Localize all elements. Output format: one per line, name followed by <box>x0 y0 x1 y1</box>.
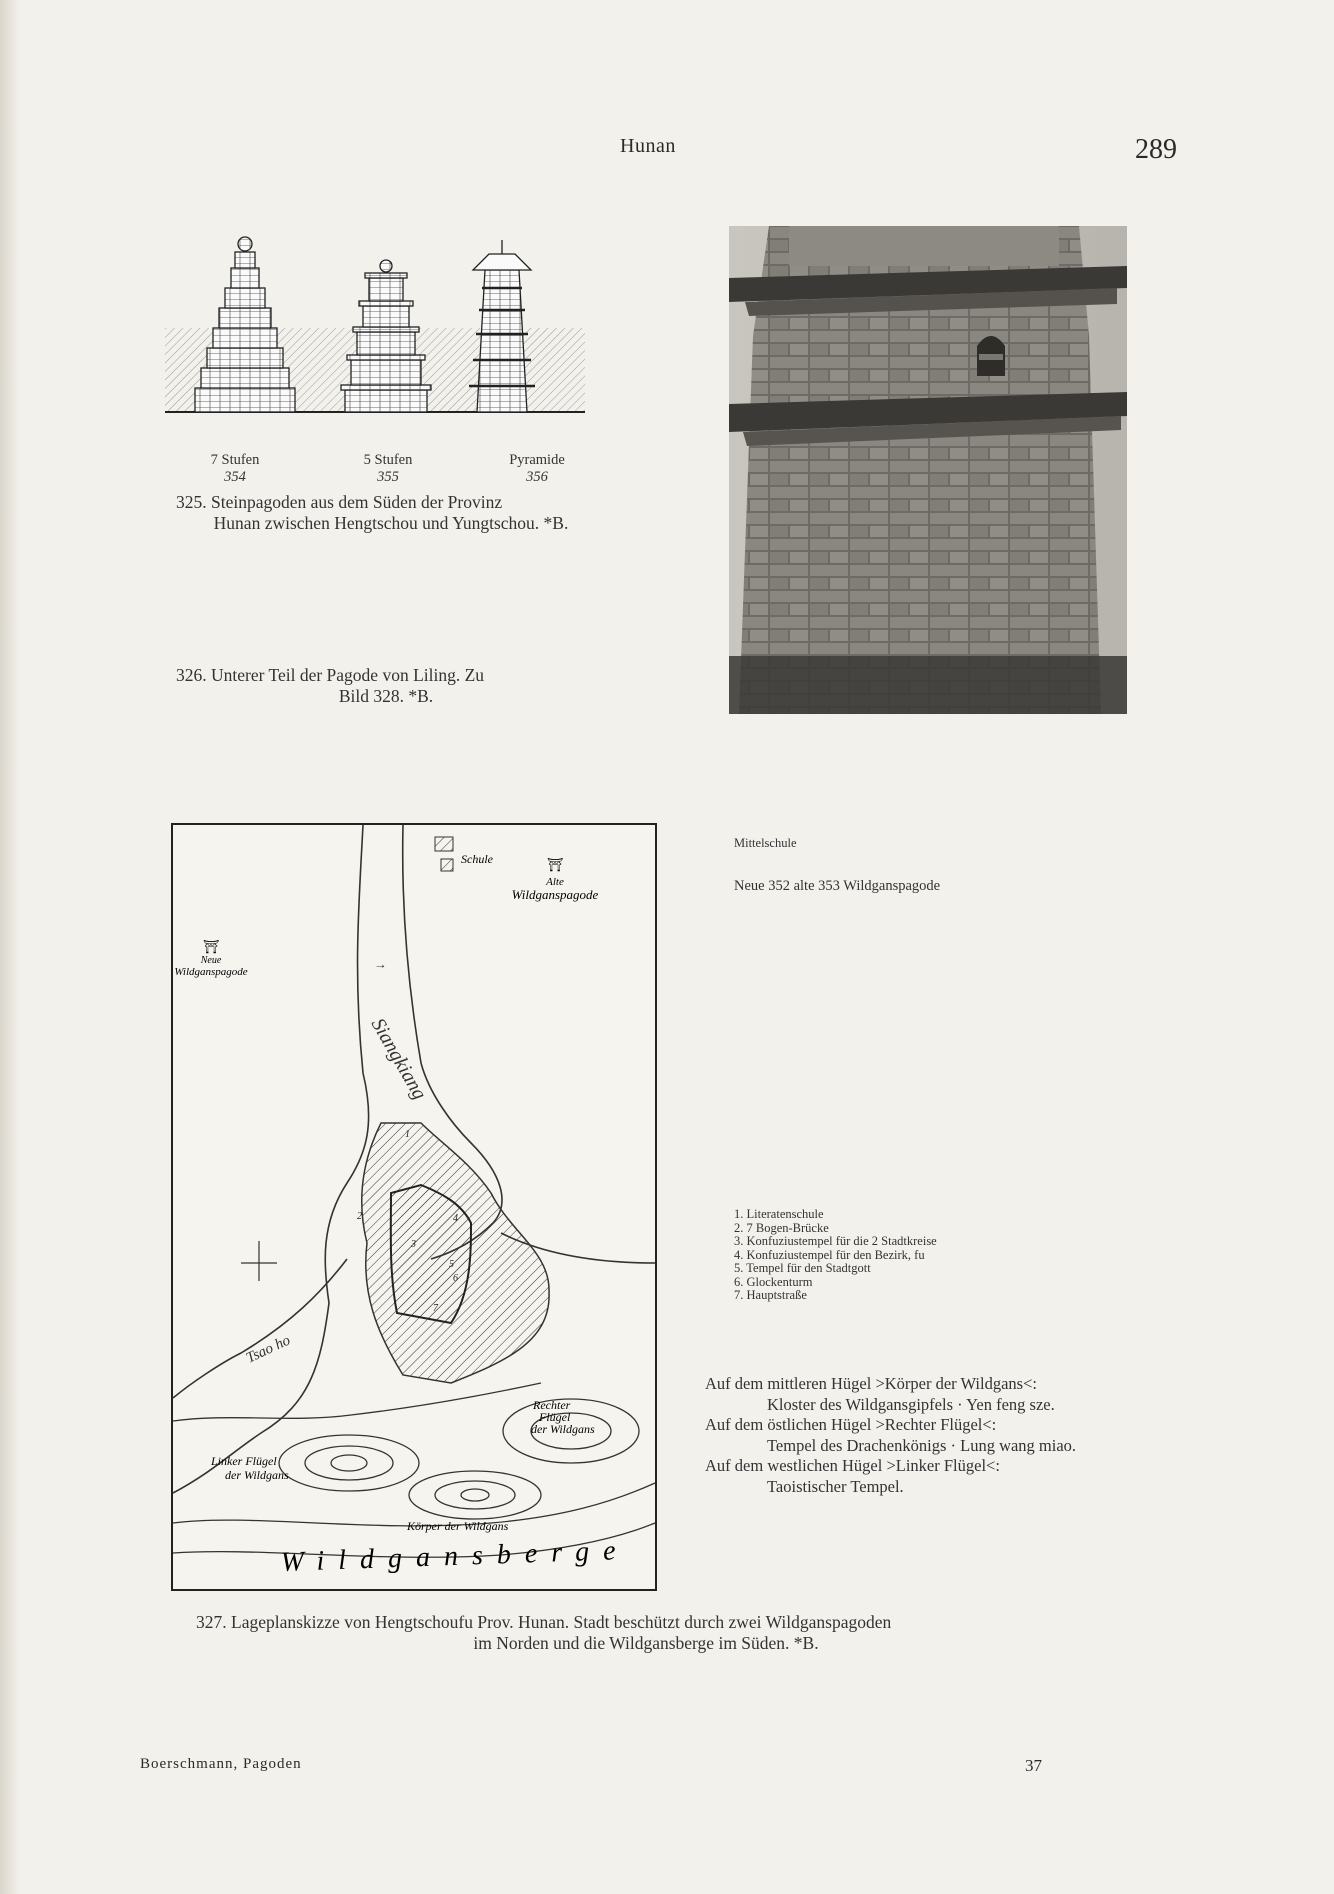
figure-327-caption-line1: 327. Lageplanskizze von Hengtschoufu Prov. Hunan. Stadt beschützt durch zwei Wildganspagoden <box>196 1612 892 1632</box>
pagoda-355-label: 5 Stufen <box>363 452 413 468</box>
pagoda-354-label: 7 Stufen <box>210 452 260 468</box>
pagoda-354-drawing <box>195 237 295 412</box>
legend-item: 4. Konfuziustempel für den Bezirk, fu <box>734 1247 925 1262</box>
marker-4: 4 <box>453 1213 458 1224</box>
svg-text:↑: ↑ <box>374 963 389 970</box>
marker-6: 6 <box>453 1273 458 1284</box>
old-pagoda-label-1: Alte <box>546 876 564 888</box>
body-hill-label: Körper der Wildgans <box>407 1519 509 1533</box>
left-wing-label-1: Linker Flügel <box>211 1454 277 1468</box>
figure-325-caption-line2: Hunan zwischen Hengtschou und Yungtschou. *B. <box>213 513 569 533</box>
legend-item: 5. Tempel für den Stadtgott <box>734 1261 871 1275</box>
figure-327-caption-line2: im Norden und die Wildgansberge im Süden. *B. <box>473 1633 819 1653</box>
marker-5: 5 <box>449 1259 454 1270</box>
old-pagoda-label-2: Wildganspagode <box>511 887 599 902</box>
tsao-river-label: Tsao ho <box>243 1332 293 1367</box>
pagoda-356-label: Pyramide <box>509 452 565 468</box>
pagoda-356-number: 356 <box>526 469 548 485</box>
pagoda-355-number: 355 <box>377 469 399 485</box>
running-head: Hunan <box>620 135 676 157</box>
legend-mittelschule: Mittelschule <box>734 836 797 850</box>
legend-item: 2. 7 Bogen-Brücke <box>734 1220 829 1235</box>
marker-2: 2 <box>357 1211 362 1222</box>
hills-line-1: Auf dem mittleren Hügel >Körper der Wildgans<: <box>705 1374 1037 1393</box>
river-label: Siangkiang <box>366 1014 431 1104</box>
figure-327-caption <box>196 1612 1096 1654</box>
figure-325-caption <box>176 492 606 534</box>
right-wing-label-3: der Wildgans <box>531 1422 595 1436</box>
pagoda-354-number: 354 <box>224 469 246 485</box>
pagoda-drawings-figure <box>165 210 585 430</box>
legend-item: 1. Literatenschule <box>734 1207 824 1221</box>
site-plan-map <box>171 823 657 1591</box>
new-pagoda-label-1: Neue <box>200 955 222 966</box>
pagoda-356-drawing <box>469 240 535 412</box>
right-wing-label-2: Flügel <box>539 1410 571 1424</box>
hills-line-6: Taoistischer Tempel. <box>767 1476 904 1496</box>
legend-item: 3. Konfuziustempel für die 2 Stadtkreise <box>734 1234 937 1248</box>
marker-1: 1 <box>405 1129 410 1140</box>
new-pagoda-label-2: Wildganspagode <box>174 966 248 978</box>
hills-line-4: Tempel des Drachenkönigs · Lung wang miao. <box>767 1435 1077 1455</box>
mountains-label: Wildgansberge <box>280 1534 630 1578</box>
hills-line-3: Auf dem östlichen Hügel >Rechter Flügel<: <box>705 1415 997 1434</box>
figure-326-caption-line1: 326. Unterer Teil der Pagode von Liling. Zu <box>176 665 485 685</box>
new-pagoda-icon: ⛩ <box>202 939 220 954</box>
marker-3: 3 <box>411 1239 416 1250</box>
legend-item: 6. Glockenturm <box>734 1274 813 1289</box>
hills-line-5: Auf dem westlichen Hügel >Linker Flügel<: <box>705 1456 1000 1475</box>
hills-description <box>705 1374 1175 1497</box>
figure-325-caption-line1: 325. Steinpagoden aus dem Süden der Provinz <box>176 492 503 512</box>
left-wing-label-2: der Wildgans <box>225 1468 289 1482</box>
hills-line-2: Kloster des Wildgansgipfels · Yen feng sze. <box>767 1394 1055 1414</box>
numbered-legend <box>734 1208 937 1303</box>
pagoda-photo <box>729 226 1127 714</box>
marker-7: 7 <box>433 1303 438 1314</box>
figure-326-caption-line2: Bild 328. *B. <box>338 686 434 706</box>
footer-signature: Boerschmann, Pagoden <box>140 1756 302 1772</box>
footer-sheet-number: 37 <box>1025 1756 1042 1775</box>
page-gutter-shadow <box>0 0 20 1894</box>
figure-326-caption <box>176 665 596 707</box>
legend-item: 7. Hauptstraße <box>734 1288 807 1302</box>
legend-pagodas: Neue 352 alte 353 Wildganspagode <box>734 878 941 894</box>
right-wing-label-1: Rechter <box>533 1398 571 1412</box>
old-pagoda-icon: ⛩ <box>546 857 564 872</box>
school-label: Schule <box>461 852 493 866</box>
page-number: 289 <box>1135 134 1177 165</box>
